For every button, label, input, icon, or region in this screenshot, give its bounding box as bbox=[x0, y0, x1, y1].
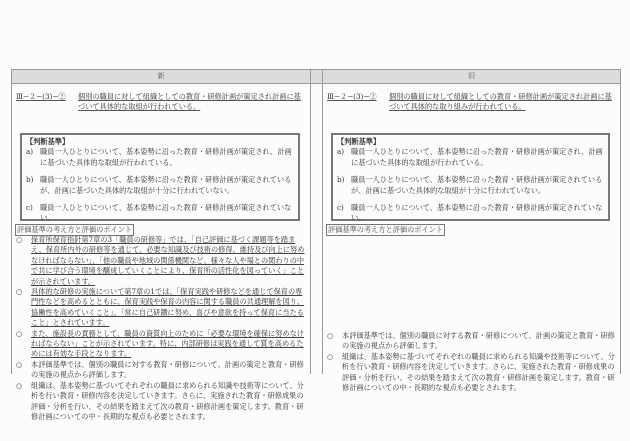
circle-bullet-icon: ○ bbox=[16, 328, 23, 338]
header-old: 旧 bbox=[323, 69, 621, 84]
old-item-code: Ⅲ−２−(3)−② bbox=[327, 92, 377, 101]
circle-bullet-icon: ○ bbox=[327, 331, 334, 340]
old-item-title bbox=[327, 92, 616, 113]
criteria-text: 職員一人ひとりについて、基本姿勢に沿った教育・研修計画が策定されていない。 bbox=[40, 203, 292, 223]
new-item-code: Ⅲ−２−(3)−② bbox=[16, 92, 66, 101]
new-column bbox=[11, 84, 311, 421]
header-gap bbox=[311, 69, 323, 84]
list-item bbox=[326, 352, 616, 394]
circle-bullet-icon: ○ bbox=[16, 287, 23, 297]
old-criteria-box bbox=[331, 133, 610, 221]
old-criteria-c bbox=[337, 203, 604, 224]
bullet-text: 組織は、基本姿勢に基づいてそれぞれの職員に求められる知識や技術等について、分析を行い教育・研修内容を決定していきます。さらに、実施された教育・研修成果の評価・分析を行い、その結果を踏まえて次の教育・研修計画を策定します。教育・研修計画についての中・長期的な視点も必要とされます。 bbox=[31, 380, 304, 421]
criteria-text: 職員一人ひとりについて、基本姿勢に沿った教育・研修計画が策定され、計画に基づいた具体的な取組が行われている。 bbox=[351, 147, 603, 167]
new-points-label: 評価基準の考え方と評価のポイント bbox=[17, 225, 133, 234]
criteria-label: a) bbox=[337, 147, 345, 157]
old-criteria-heading: 【判断基準】 bbox=[337, 137, 381, 146]
criteria-text: 職員一人ひとりについて、基本姿勢に沿った教育・研修計画が策定されているが、計画に基づいた具体的な取組が十分に行われていない。 bbox=[40, 175, 292, 195]
bullet-text: 本評価基準では、個別の職員に対する教育・研修について、計画の策定と教育・研修の実施の視点から評価します。 bbox=[342, 331, 615, 351]
new-criteria-box bbox=[20, 133, 300, 221]
old-item-text: 個別の職員に対して組織としての教育・研修計画が策定され計画に基づいて具体的な取り組みが行われている。 bbox=[389, 92, 612, 112]
old-criteria-b bbox=[337, 175, 604, 196]
bullet-text: 具体的な研修の実施について第7章の1では、「保育実践や研修などを通じて保育の専門性などを高めるとともに、保育実践や保育の内容に関する職員の共通理解を図り、協働性を高めていくこと」、「常に自己研鑽に努め、喜びや意欲を持って保育に当たること」とされています。 bbox=[31, 287, 305, 328]
new-criteria-c bbox=[26, 203, 294, 224]
list-item bbox=[15, 329, 306, 360]
criteria-label: c) bbox=[337, 203, 344, 213]
new-item-title bbox=[16, 92, 306, 113]
header-new: 新 bbox=[11, 69, 311, 84]
bullet-text: 保育所保育指針第7章の3「職員の研修等」では、「自己評価に基づく課題等を踏まえ、保育所内外の研修等を通じて、必要な知識及び技術の修得、維持及び向上に努めなければならない」、「他の職員や地域の関係機関など、様々な人や場との関わりの中で共に学び合う環境を醸成していくことにより、保育所の活性化を図っていく」ことが示されています。 bbox=[31, 235, 305, 286]
circle-bullet-icon: ○ bbox=[16, 380, 23, 390]
criteria-label: b) bbox=[337, 175, 345, 185]
criteria-label: b) bbox=[26, 175, 34, 185]
old-bullet-list bbox=[326, 331, 616, 393]
new-bullet-list bbox=[15, 235, 306, 422]
new-criteria-heading: 【判断基準】 bbox=[26, 137, 70, 146]
new-criteria-b bbox=[26, 175, 294, 196]
list-item bbox=[15, 360, 306, 381]
criteria-text: 職員一人ひとりについて、基本姿勢に沿った教育・研修計画が策定され、計画に基づいた具体的な取組が行われている。 bbox=[40, 147, 292, 167]
old-points-label: 評価基準の考え方と評価のポイント bbox=[328, 225, 444, 234]
criteria-label: c) bbox=[26, 203, 33, 213]
circle-bullet-icon: ○ bbox=[327, 351, 334, 361]
bullet-text: また、施設長の責務として、職員の資質向上のために「必要な環境を確保に努めなければならない」ことが示されています。特に、内部研修は実践を通して質を高めるためには有効な手段となります。 bbox=[31, 328, 304, 359]
circle-bullet-icon: ○ bbox=[16, 359, 23, 369]
list-item bbox=[15, 381, 306, 423]
list-item bbox=[326, 331, 616, 352]
new-item-text: 個別の職員に対して組織としての教育・研修計画が策定され計画に基づいて具体的な取組が行われている。 bbox=[78, 92, 301, 112]
bullet-text: 本評価基準では、個別の職員に対する教育・研修について、計画の策定と教育・研修の実施の視点から評価します。 bbox=[31, 359, 304, 380]
list-item bbox=[15, 287, 306, 329]
criteria-text: 職員一人ひとりについて、基本姿勢に沿った教育・研修計画が策定されていない。 bbox=[351, 203, 603, 223]
criteria-label: a) bbox=[26, 147, 34, 157]
criteria-text: 職員一人ひとりについて、基本姿勢に沿った教育・研修計画が策定されているが、計画に基づいた具体的な取組が十分に行われていない。 bbox=[351, 175, 603, 195]
old-criteria-a bbox=[337, 147, 604, 168]
bullet-text: 組織は、基本姿勢に基づいてそれぞれの職員に求められる知識や技術等について、分析を行い教育・研修内容を決定していきます。さらに、実施された教育・研修成果の評価・分析を行い、その結果を踏まえて次の教育・研修計画を策定します。教育・研修計画についての中・長期的な視点も必要とされます。 bbox=[342, 351, 615, 393]
comparison-table bbox=[11, 69, 621, 421]
column-gap bbox=[311, 84, 323, 374]
old-column bbox=[323, 84, 621, 393]
list-item bbox=[15, 235, 306, 287]
circle-bullet-icon: ○ bbox=[16, 235, 23, 244]
new-criteria-a bbox=[26, 147, 294, 168]
